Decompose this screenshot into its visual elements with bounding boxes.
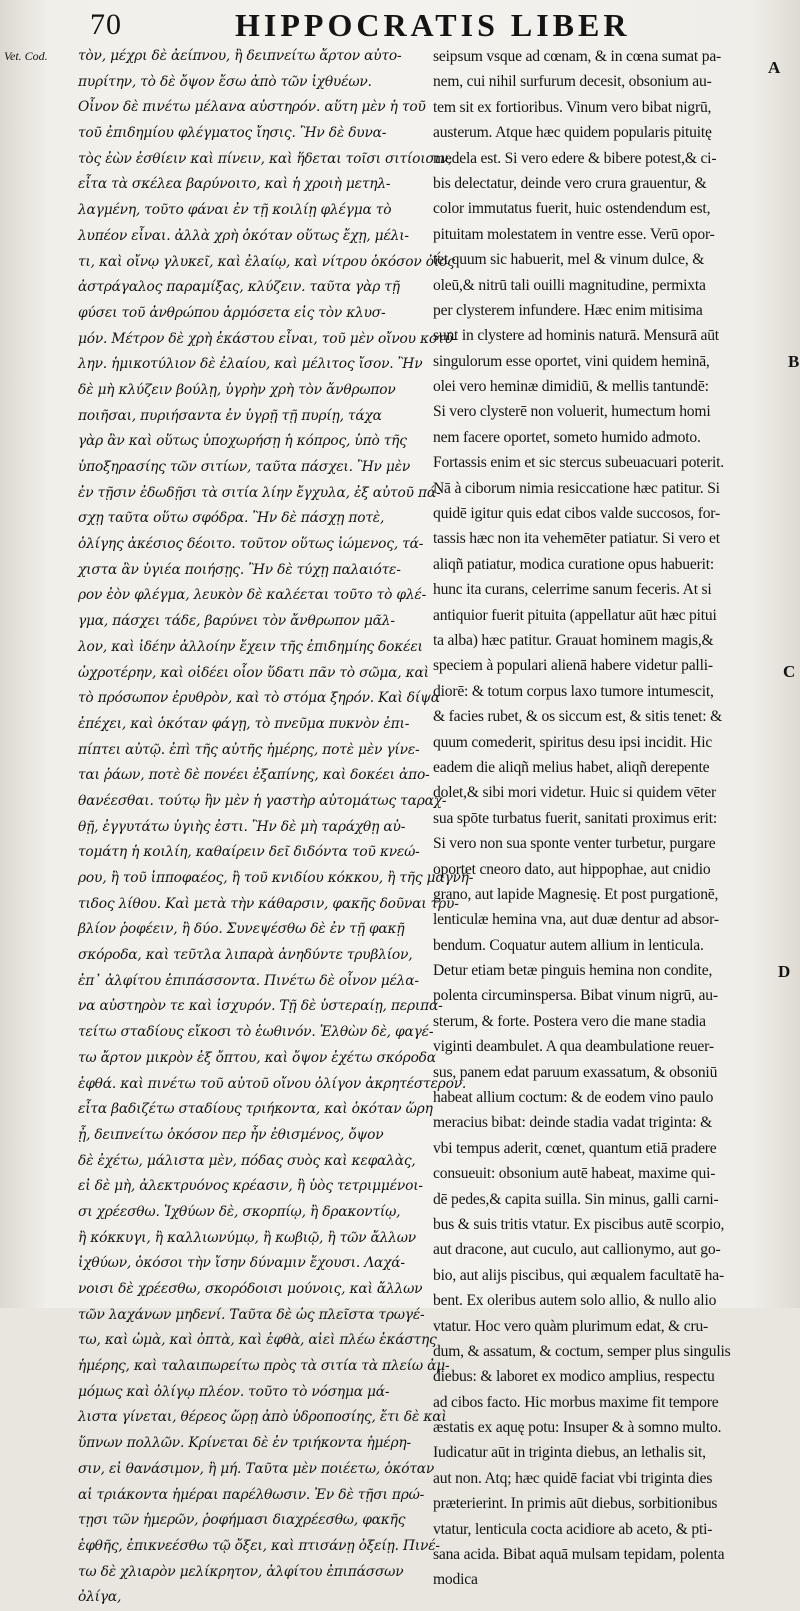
latin-text-line: sterum, & forte. Postera vero die mane stadia (433, 1012, 706, 1030)
greek-text-line: εἶτα τὰ σκέλεα βαρύνοιτο, καὶ ἡ χροιὴ μετηλ- (78, 176, 391, 193)
greek-text-line: εἰ δὲ μὴ, ἀλεκτρυόνος κρέασιν, ἢ ὑὸς τετριμμένοι- (78, 1178, 423, 1195)
latin-text-line: per clysterem infundere. Hæc enim mitisima (433, 301, 703, 319)
latin-text-line: oportet cneoro dato, aut hippophae, aut cnidio (433, 860, 711, 878)
latin-text-line: nem facere oportet, someto humido admoto. (433, 428, 701, 446)
greek-text-line: ἐν τῇσιν ἐδωδῇσι τὰ σιτία λίην ἔγχυλα, ἐξ αὐτοῦ πά- (78, 484, 441, 501)
greek-text-line: τω δὲ χλιαρὸν μελίκρητον, ἀλφίτου ἐπιπάσσων (78, 1563, 404, 1580)
greek-text-line: μόμως καὶ ὀλίγῳ πλέον. τοῦτο τὸ νόσημα μά- (78, 1383, 390, 1400)
greek-text-line: δὲ ἐχέτω, μάλιστα μὲν, πόδας συὸς καὶ κεφαλὰς, (78, 1152, 416, 1169)
greek-text-line: σχῃ ταῦτα οὕτω σφόδρα. Ἢν δὲ πάσχῃ ποτὲ, (78, 510, 385, 527)
greek-text-line: σιν, εἰ θανάσιμον, ἢ μή. Ταῦτα μὲν ποιέετω, ὁκόταν (78, 1460, 435, 1477)
latin-text-line: seipsum vsque ad cœnam, & in cœna sumat pa- (433, 48, 722, 65)
greek-text-line: τω, καὶ ὠμὰ, καὶ ὀπτὰ, καὶ ἑφθὰ, αἰεὶ πλέω ἑκάστης (78, 1332, 437, 1349)
latin-text-line: austerum. Atque hæc quidem popularis pituitę (433, 124, 712, 142)
greek-text-line: τω ἄρτον μικρὸν ἐξ ὄπτου, καὶ ὄψον ἐχέτω σκόροδα (78, 1049, 436, 1066)
greek-text-line: φύσει τοῦ ἀνθρώπου ἁρμόσετα εἰς τὸν κλυσ- (78, 304, 386, 321)
latin-text-line: Fortassis enim et sic stercus subeuacuari poterit. (433, 454, 724, 472)
page-number: 70 (90, 8, 122, 41)
latin-text-line: tem sit ex fortioribus. Vinum vero bibat nigrū, (433, 98, 712, 116)
latin-text-line: bendum. Coquatur autem allium in lenticula. (433, 936, 704, 954)
greek-text-line: εἶτα βαδιζέτω σταδίους τριήκοντα, καὶ ὁκόταν ὥρη (78, 1101, 433, 1118)
latin-text-line: Detur etiam betæ pinguis hemina non condite, (433, 962, 713, 980)
greek-text-line: ἢ κόκκυγι, ἢ καλλιωνύμῳ, ἢ κωβιῷ, ἢ τῶν ἄλλων (78, 1229, 416, 1246)
greek-text-line: ἐπέχει, καὶ ὁκόταν φάγῃ, τὸ πνεῦμα πυκνὸν ἐπι- (78, 715, 410, 732)
latin-text-line: vtatur, lenticula cocta acidiore ab aceto, & pti- (433, 1520, 713, 1538)
latin-text-line: sunt in clystere ad hominis naturā. Mensurā aūt (433, 327, 719, 345)
margin-note-vet-cod: Vet. Cod. (4, 49, 48, 63)
running-title: HIPPOCRATIS LIBER (235, 7, 631, 43)
greek-text-line: ρου, ἢ τοῦ ἱπποφαέος, ἢ τοῦ κνιδίου κόκκου, ἢ τῆς μαγνή- (78, 870, 474, 886)
latin-text-line: pituitam molestatem in ventre esse. Verū opor- (433, 225, 715, 243)
latin-text-line: nem, cui nihil surfurum decesit, obsonium au- (433, 73, 712, 91)
section-letter-c: C (783, 662, 796, 681)
greek-text-line: δὲ μὴ κλύζειν βούλῃ, ὑγρὴν χρὴ τὸν ἄνθρωπον (78, 381, 396, 398)
latin-text-line: Si vero non sua sponte venter turbetur, purgare (433, 835, 716, 853)
latin-text-line: lenticulæ hemina vna, aut duæ dentur ad absor- (433, 911, 719, 929)
latin-text-line: hunc ita curans, celerrime sanum feceris. At si (433, 581, 712, 599)
latin-text-line: tassis hæc non ita vehemēter patiatur. Si vero et (433, 530, 720, 548)
latin-text-line: consueuit: obsonium autē habeat, maxime qui- (433, 1165, 716, 1183)
section-letter-a: A (768, 58, 781, 77)
latin-text-line: habeat allium coctum: & de eodem vino paulo (433, 1089, 714, 1107)
greek-text-line: βλίον ῥοφέειν, ἢ δύο. Συνεψέσθω δὲ ἐν τῇ φακῇ (78, 921, 405, 938)
latin-text-line: olei vero heminæ dimidiū, & mellis tantundē: (433, 378, 709, 396)
greek-text-line: ποιῆσαι, πυριήσαντα ἐν ὑγρῇ τῇ πυρίῃ, τάχα (78, 407, 382, 424)
greek-text-line: σι χρέεσθω. Ἰχθύων δὲ, σκορπίῳ, ἢ δρακοντίῳ, (78, 1203, 401, 1220)
greek-text-line: λαγμένη, τοῦτο φάναι ἐν τῇ κοιλίῃ φλέγμα τὸ (78, 202, 392, 219)
section-letter-b: B (788, 352, 800, 371)
greek-text-line: τομάτη ἡ κοιλίη, καθαίρειν δεῖ διδόντα τοῦ κνεώ- (78, 844, 420, 861)
latin-text-line: diebus: & laboret ex modico amplius, respectu (433, 1368, 715, 1386)
latin-text-line: grano, aut lapide Magnesię. Et post purgationē, (433, 885, 719, 903)
latin-text-line: dē pedes,& capita suilla. Sin minus, galli carni- (433, 1190, 719, 1208)
greek-text-line: ὑποξηρασίης τῶν σιτίων, ταῦτα πάσχει. Ἢν μὲν (78, 459, 411, 475)
latin-text-line: vbi tempus aderit, cœnet, quantum etiā pradere (433, 1139, 717, 1157)
latin-text-line: diorē: & totum corpus laxo tumore intumescit, (433, 682, 714, 700)
greek-text-line: θῇ, ἐγγυτάτω ὑγιὴς ἐστι. Ἢν δὲ μὴ ταράχθῃ αὐ- (78, 818, 406, 835)
latin-text-line: dolet,& sibi mori videtur. Huic si quidem vēter (433, 784, 716, 802)
latin-text-line: quidē igitur quis edat cibos valde succosos, for- (433, 505, 720, 523)
greek-text-line: τὸς ἐὼν ἐσθίειν καὶ πίνειν, καὶ ἥδεται τοῖσι σιτίοισιν, (78, 150, 453, 167)
latin-text-line: aut non. Atq; hæc quidē faciat vbi triginta dies (433, 1469, 713, 1487)
greek-text-line: θανέεσθαι. τούτῳ ἢν μὲν ἡ γαστὴρ αὐτομάτως ταραχ- (78, 792, 447, 809)
latin-text-line: vtatur. Hoc vero quàm plurimum edat, & cru- (433, 1317, 709, 1335)
greek-text-line: ὀλίγης ἀκέσιος δέοιτο. τοῦτον οὕτως ἰώμενος, τά- (78, 536, 424, 553)
latin-text-line: bis delectatur, deinde vero crura grauentur, & (433, 174, 707, 192)
latin-text-line: Nā à ciborum nimia resiccatione hæc patitur. Si (433, 479, 720, 497)
greek-text-line: γὰρ ἂν καὶ οὕτως ὑποχωρήσῃ ἡ κόπρος, ὑπὸ τῆς (78, 433, 407, 450)
section-letter-d: D (778, 962, 791, 981)
latin-text-line: antiquior fuerit pituita (appellatur aūt hæc pitui (433, 606, 717, 624)
latin-text-line: Iudicatur aūt in triginta diebus, an lethalis sit, (433, 1444, 706, 1462)
latin-text-line: singulorum esse oportet, vini quidem heminā, (433, 352, 710, 370)
greek-text-line: να αὐστηρὸν τε καὶ ἰσχυρόν. Τῇ δὲ ὑστεραίῃ, περιπα- (78, 998, 443, 1015)
greek-text-line: τείτω σταδίους εἴκοσι τὸ ἑωθινόν. Ἐλθὼν δὲ, φαγέ- (78, 1024, 434, 1041)
latin-text-line: speciem à populari alienā habere videtur palli- (433, 657, 713, 675)
latin-text-line: aliqñ patiatur, modica curatione opus habuerit: (433, 555, 714, 573)
latin-text-line: æstatis ex aquę potu: Insuper & à somno multo. (433, 1419, 722, 1437)
latin-text-line: aut dracone, aut cuculo, aut callionymo, aut go- (433, 1241, 721, 1259)
greek-text-line: ἡμέρης, καὶ ταλαιπωρείτω πρὸς τὰ σιτία τὰ πλείω ἀμ- (78, 1358, 450, 1375)
greek-text-line: ἐπ᾽ ἀλφίτου ἐπιπάσσοντα. Πινέτω δὲ οἶνον μέλα- (78, 972, 419, 989)
latin-text-line: sana acida. Bibat aquā mulsam tepidam, polenta (433, 1546, 725, 1564)
latin-text-line: ta alba) hæc patitur. Grauat hominem magis,& (433, 631, 714, 649)
greek-text-line: ἑφθῆς, ἐπικνεέσθω τῷ ὄξει, καὶ πτισάνῃ ὀξείῃ. Πινέ- (78, 1537, 440, 1554)
latin-text-column (433, 44, 765, 1589)
greek-text-line: ὀλίγα, (78, 1589, 122, 1606)
greek-text-line: τοῦ ἐπιδημίου φλέγματος ἴησις. Ἢν δὲ δυνα- (78, 125, 387, 142)
greek-text-line: ἑφθά. καὶ πινέτω τοῦ αὐτοῦ οἴνου ὀλίγον ἀκρητέστερον. (78, 1075, 467, 1092)
greek-text-line: τὸ πρόσωπον ἐρυθρὸν, καὶ τὸ στόμα ξηρόν. Καὶ δίψα (78, 690, 440, 707)
greek-text-line: τι, καὶ οἴνῳ γλυκεῖ, καὶ ἐλαίῳ, καὶ νίτρου ὁκόσον ὀΐος (78, 253, 455, 270)
latin-text-line: eadem die aliqñ melius habet, aliqñ derepente (433, 758, 710, 776)
latin-text-line: præterierint. In primis aūt diebus, sorbitionibus (433, 1495, 718, 1513)
greek-text-line: ἰχθύων, ὁκόσοι τὴν ἴσην δύναμιν ἔχουσι. Λαχά- (78, 1255, 405, 1272)
latin-text-line: polenta circuminspersa. Bibat vinum nigrū, au- (433, 987, 718, 1005)
greek-text-line: ρον ἐὸν φλέγμα, λευκὸν δὲ καλέεται τοῦτο τὸ φλέ- (78, 587, 427, 604)
greek-text-line: μόν. Μέτρον δὲ χρὴ ἑκάστου εἶναι, τοῦ μὲν οἴνου κοτύ- (78, 330, 458, 347)
greek-text-line: γμα, πάσχει τάδε, βαρύνει τὸν ἄνθρωπον μᾶλ- (78, 613, 395, 630)
latin-text-line: tet quum sic habuerit, mel & vinum dulce, & (433, 251, 705, 269)
greek-text-line: ται ῥάων, ποτὲ δὲ πονέει ἐξαπίνης, καὶ δοκέει ἀπο- (78, 767, 430, 784)
latin-text-line: bio, aut alijs piscibus, qui æqualem facultatē ha- (433, 1266, 724, 1284)
page-header (0, 4, 800, 44)
latin-text-line: Si vero clysterē non voluerit, humectum homi (433, 403, 711, 421)
latin-text-line: color immutatus fuerit, huic ostendendum est, (433, 200, 711, 218)
latin-text-line: dum, & assatum, & coctum, semper plus singulis (433, 1342, 731, 1360)
greek-text-line: ἀστράγαλος παραμίξας, κλύζειν. ταῦτα γὰρ τῇ (78, 279, 400, 296)
greek-text-line: λυπέον εἶναι. ἀλλὰ χρὴ ὁκόταν οὕτως ἔχῃ, μέλι- (78, 227, 409, 244)
greek-text-line: ὕπνων πολλῶν. Κρίνεται δὲ ἐν τριήκοντα ἡμέρη- (78, 1435, 411, 1452)
latin-text-line: viginti deambulet. A qua deambulatione reuer- (433, 1038, 714, 1056)
greek-text-line: ᾖ, δειπνείτω ὁκόσον περ ἦν ἐθισμένος, ὄψον (78, 1126, 384, 1143)
latin-text-line: sua spōte turbatus fuerit, sanitati proximus erit: (433, 809, 718, 827)
greek-text-line: τῶν λαχάνων μηδενί. Ταῦτα δὲ ὡς πλεῖστα τρωγέ- (78, 1306, 425, 1323)
latin-text-line: medela est. Si vero edere & bibere potest,& ci- (433, 149, 717, 167)
latin-text-line: meracius bibat: deinde stadia vadat triginta: & (433, 1114, 712, 1132)
greek-text-line: νοισι δὲ χρέεσθω, σκορόδοισι μούνοις, καὶ ἄλλων (78, 1281, 423, 1297)
latin-text-line: modica (433, 1571, 478, 1589)
greek-text-line: πίπτει αὐτῷ. ἐπὶ τῆς αὐτῆς ἡμέρης, ποτὲ μὲν γίνε- (78, 741, 420, 758)
latin-text-line: & facies rubet, & os siccum est, & sitis tenet: & (433, 708, 723, 726)
greek-text-line: λον, καὶ ἰδέην ἀλλοίην ἔχειν τῆς ἐπιδημίης δοκέει (78, 638, 423, 655)
greek-text-line: τιδος λίθου. Καὶ μετὰ τὴν κάθαρσιν, φακῆς δοῦναι τρυ- (78, 895, 459, 912)
greek-text-line: αἱ τριάκοντα ἡμέραι παρέλθωσιν. Ἐν δὲ τῇσι πρώ- (78, 1486, 425, 1503)
greek-text-line: πυρίτην, τὸ δὲ ὄψον ἔσω ἀπὸ τῶν ἰχθυέων. (78, 73, 372, 90)
greek-text-line: τὸν, μέχρι δὲ ἀείπνου, ἢ δειπνείτω ἄρτον αὐτο- (78, 48, 402, 64)
greek-text-line: Οἶνον δὲ πινέτω μέλανα αὐστηρόν. αὕτη μὲν ἡ τοῦ (78, 99, 426, 116)
latin-text-line: quum comederit, spiritus desu ipsi incidit. Hic (433, 733, 713, 751)
latin-text-line: ad cibos facto. Hic morbus maxime fit tempore (433, 1393, 719, 1411)
latin-text-line: sus, panem edat paruum exassatum, & obsoniū (433, 1063, 718, 1081)
greek-text-line: λιστα γίνεται, θέρεος ὥρῃ ἀπὸ ὑδροποσίης, ἔτι δὲ καὶ (78, 1409, 447, 1426)
latin-text-line: bent. Ex oleribus autem solo allio, & nullo alio (433, 1292, 717, 1310)
latin-text-line: oleū,& nitrū tali ouilli magnitudine, permixta (433, 276, 706, 294)
greek-text-line: ὠχροτέρην, καὶ οἰδέει οἷον ὕδατι πᾶν τὸ σῶμα, καὶ (78, 664, 429, 681)
greek-text-line: λην. ἡμικοτύλιον δὲ ἐλαίου, καὶ μέλιτος ἴσον. Ἢν (78, 356, 423, 373)
latin-text-line: bus & suis tritis vtatur. Ex piscibus autē scorpio, (433, 1215, 725, 1233)
greek-text-line: χιστα ἂν ὑγιέα ποιήσῃς. Ἢν δὲ τύχῃ παλαιότε- (78, 561, 401, 578)
greek-text-line: σκόροδα, καὶ τεῦτλα λιπαρὰ ἀνηδύντε τρυβλίον, (78, 947, 413, 964)
greek-text-line: τῃσι τῶν ἡμερῶν, ῥοφήμασι διαχρέεσθω, φακῆς (78, 1512, 406, 1529)
